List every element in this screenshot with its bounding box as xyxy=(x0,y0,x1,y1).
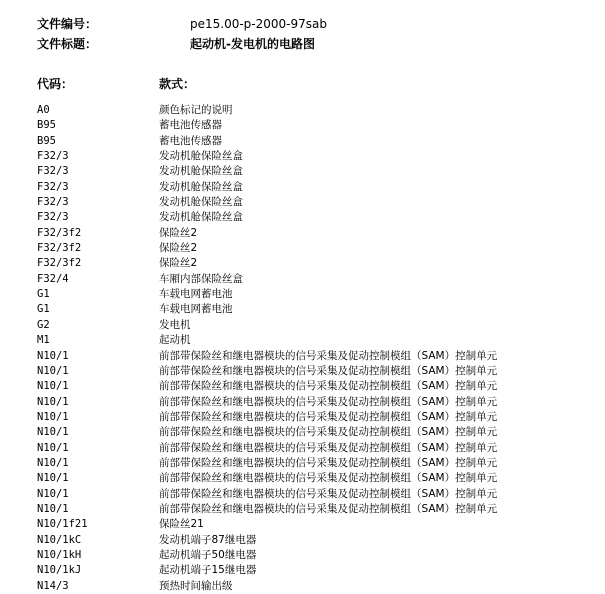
list-item xyxy=(0,364,605,379)
part-description: 前部带保险丝和继电器模块的信号采集及促动控制模组（SAM）控制单元 xyxy=(159,395,498,408)
list-item xyxy=(0,425,605,440)
part-description: 保险丝2 xyxy=(159,242,198,255)
part-description: 前部带保险丝和继电器模块的信号采集及促动控制模组（SAM）控制单元 xyxy=(159,487,498,500)
part-code: N10/1 xyxy=(37,410,69,423)
list-item xyxy=(0,395,605,410)
list-item xyxy=(0,579,605,594)
list-item xyxy=(0,517,605,532)
part-code: M1 xyxy=(37,334,50,347)
part-code: N10/1kJ xyxy=(37,564,82,577)
list-item xyxy=(0,349,605,364)
part-code: F32/3f2 xyxy=(37,242,82,255)
part-description: 预热时间输出级 xyxy=(159,579,233,592)
desc-column-header: 款式： xyxy=(159,77,196,91)
part-description: 前部带保险丝和继电器模块的信号采集及促动控制模组（SAM）控制单元 xyxy=(159,456,498,469)
part-code: N10/1kH xyxy=(37,548,82,561)
list-item xyxy=(0,410,605,425)
part-description: 前部带保险丝和继电器模块的信号采集及促动控制模组（SAM）控制单元 xyxy=(159,410,498,423)
part-code: G2 xyxy=(37,318,50,331)
part-description: 前部带保险丝和继电器模块的信号采集及促动控制模组（SAM）控制单元 xyxy=(159,349,498,362)
part-code: G1 xyxy=(37,303,50,316)
part-code: B95 xyxy=(37,134,56,147)
list-item xyxy=(0,487,605,502)
part-description: 发动机舱保险丝盒 xyxy=(159,150,243,163)
part-description: 蓄电池传感器 xyxy=(159,134,222,147)
part-description: 前部带保险丝和继电器模块的信号采集及促动控制模组（SAM）控制单元 xyxy=(159,502,498,515)
part-code: N14/3 xyxy=(37,579,69,592)
list-item xyxy=(0,441,605,456)
list-item xyxy=(0,456,605,471)
part-code: N10/1 xyxy=(37,456,69,469)
part-description: 车载电网蓄电池 xyxy=(159,288,233,301)
part-code: F32/3 xyxy=(37,165,69,178)
list-item xyxy=(0,318,605,333)
list-item xyxy=(0,210,605,225)
list-item xyxy=(0,379,605,394)
part-description: 发动机舱保险丝盒 xyxy=(159,165,243,178)
part-code: G1 xyxy=(37,288,50,301)
part-code: F32/3 xyxy=(37,196,69,209)
part-description: 保险丝2 xyxy=(159,257,198,270)
part-code: B95 xyxy=(37,119,56,132)
part-description: 发动机舱保险丝盒 xyxy=(159,180,243,193)
list-item xyxy=(0,272,605,287)
part-description: 保险丝2 xyxy=(159,226,198,239)
list-item xyxy=(0,118,605,133)
part-code: N10/1 xyxy=(37,349,69,362)
list-item xyxy=(0,180,605,195)
part-code: N10/1 xyxy=(37,441,69,454)
part-description: 车厢内部保险丝盒 xyxy=(159,272,243,285)
part-description: 起动机端子15继电器 xyxy=(159,564,257,577)
part-code: N10/1f21 xyxy=(37,518,88,531)
list-item xyxy=(0,195,605,210)
part-code: N10/1 xyxy=(37,502,69,515)
part-description: 蓄电池传感器 xyxy=(159,119,222,132)
part-description: 颜色标记的说明 xyxy=(159,104,233,116)
part-description: 起动机端子50继电器 xyxy=(159,548,257,561)
list-item xyxy=(0,226,605,241)
list-item xyxy=(0,164,605,179)
part-code: N10/1 xyxy=(37,395,69,408)
part-description: 起动机 xyxy=(159,334,191,347)
list-item xyxy=(0,103,605,118)
list-item xyxy=(0,134,605,149)
part-code: F32/3 xyxy=(37,211,69,224)
part-description: 前部带保险丝和继电器模块的信号采集及促动控制模组（SAM）控制单元 xyxy=(159,426,498,439)
part-code: N10/1 xyxy=(37,364,69,377)
list-item xyxy=(0,241,605,256)
doc-number-value: pe15.00-p-2000-97sab xyxy=(190,17,327,31)
doc-title-label: 文件标题： xyxy=(37,37,98,51)
part-description: 前部带保险丝和继电器模块的信号采集及促动控制模组（SAM）控制单元 xyxy=(159,380,498,393)
part-description: 车载电网蓄电池 xyxy=(159,303,233,316)
part-description: 发动机舱保险丝盒 xyxy=(159,196,243,209)
part-code: N10/1kC xyxy=(37,533,82,546)
list-item xyxy=(0,287,605,302)
part-description: 保险丝21 xyxy=(159,518,204,531)
part-code: N10/1 xyxy=(37,472,69,485)
list-item xyxy=(0,563,605,578)
parts-list xyxy=(0,103,605,594)
part-description: 发电机 xyxy=(159,318,191,331)
doc-number-label: 文件编号： xyxy=(37,17,98,31)
code-column-header: 代码： xyxy=(37,77,74,91)
list-item xyxy=(0,502,605,517)
part-description: 前部带保险丝和继电器模块的信号采集及促动控制模组（SAM）控制单元 xyxy=(159,364,498,377)
part-code: F32/3f2 xyxy=(37,257,82,270)
list-item xyxy=(0,149,605,164)
list-item xyxy=(0,256,605,271)
part-description: 发动机舱保险丝盒 xyxy=(159,211,243,224)
part-code: N10/1 xyxy=(37,426,69,439)
part-description: 前部带保险丝和继电器模块的信号采集及促动控制模组（SAM）控制单元 xyxy=(159,441,498,454)
part-code: F32/4 xyxy=(37,272,69,285)
part-code: N10/1 xyxy=(37,487,69,500)
list-item xyxy=(0,533,605,548)
doc-title-value: 起动机-发电机的电路图 xyxy=(190,37,315,51)
part-description: 前部带保险丝和继电器模块的信号采集及促动控制模组（SAM）控制单元 xyxy=(159,472,498,485)
part-code: F32/3 xyxy=(37,150,69,163)
list-item xyxy=(0,548,605,563)
part-code: A0 xyxy=(37,104,50,116)
list-item xyxy=(0,471,605,486)
list-item xyxy=(0,333,605,348)
part-code: F32/3f2 xyxy=(37,226,82,239)
part-description: 发动机端子87继电器 xyxy=(159,533,257,546)
list-item xyxy=(0,302,605,317)
part-code: F32/3 xyxy=(37,180,69,193)
part-code: N10/1 xyxy=(37,380,69,393)
